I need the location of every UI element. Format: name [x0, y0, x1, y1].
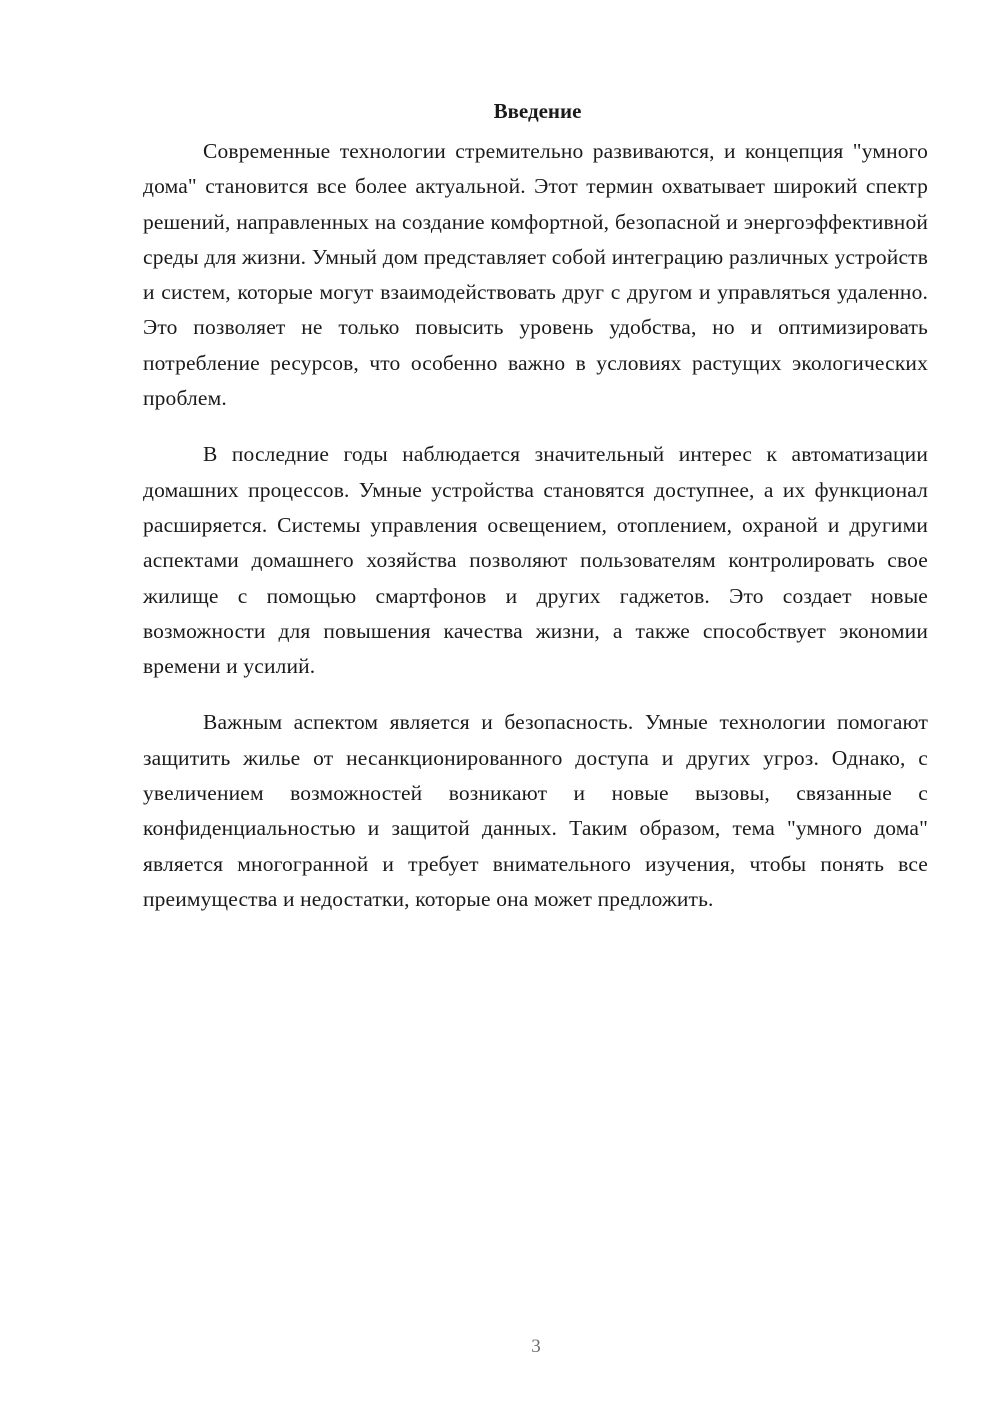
- paragraph-1: Современные технологии стремительно развиваются, и концепция "умного дома" становится все более актуальной. Этот термин охватывает широкий спектр решений, направленных на создание комфортной, безопасной и энергоэффективной среды для жизни. Умный дом представляет собой интеграцию различных устройств и систем, которые могут взаимодействовать друг с другом и управляться удаленно. Это позволяет не только повысить уровень удобства, но и оптимизировать потребление ресурсов, что особенно важно в условиях растущих экологических проблем.: [143, 139, 928, 411]
- paragraph-2: В последние годы наблюдается значительный интерес к автоматизации домашних процессов. Умные устройства становятся доступнее, а их функционал расширяется. Системы управления освещением, отоплением, охраной и другими аспектами домашнего хозяйства позволяют пользователям контролировать свое жилище с помощью смартфонов и других гаджетов. Это создает новые возможности для повышения качества жизни, а также способствует экономии времени и усилий.: [143, 442, 928, 679]
- page-number: 3: [531, 1336, 541, 1357]
- paragraph-3: Важным аспектом является и безопасность. Умные технологии помогают защитить жилье от несанкционированного доступа и других угроз. Однако, с увеличением возможностей возникают и новые вызовы, связанные с конфиденциальностью и защитой данных. Таким образом, тема "умного дома" является многогранной и требует внимательного изучения, чтобы понять все преимущества и недостатки, которые она может предложить.: [143, 710, 928, 911]
- page-content: [143, 98, 928, 938]
- section-title: Введение: [493, 99, 582, 123]
